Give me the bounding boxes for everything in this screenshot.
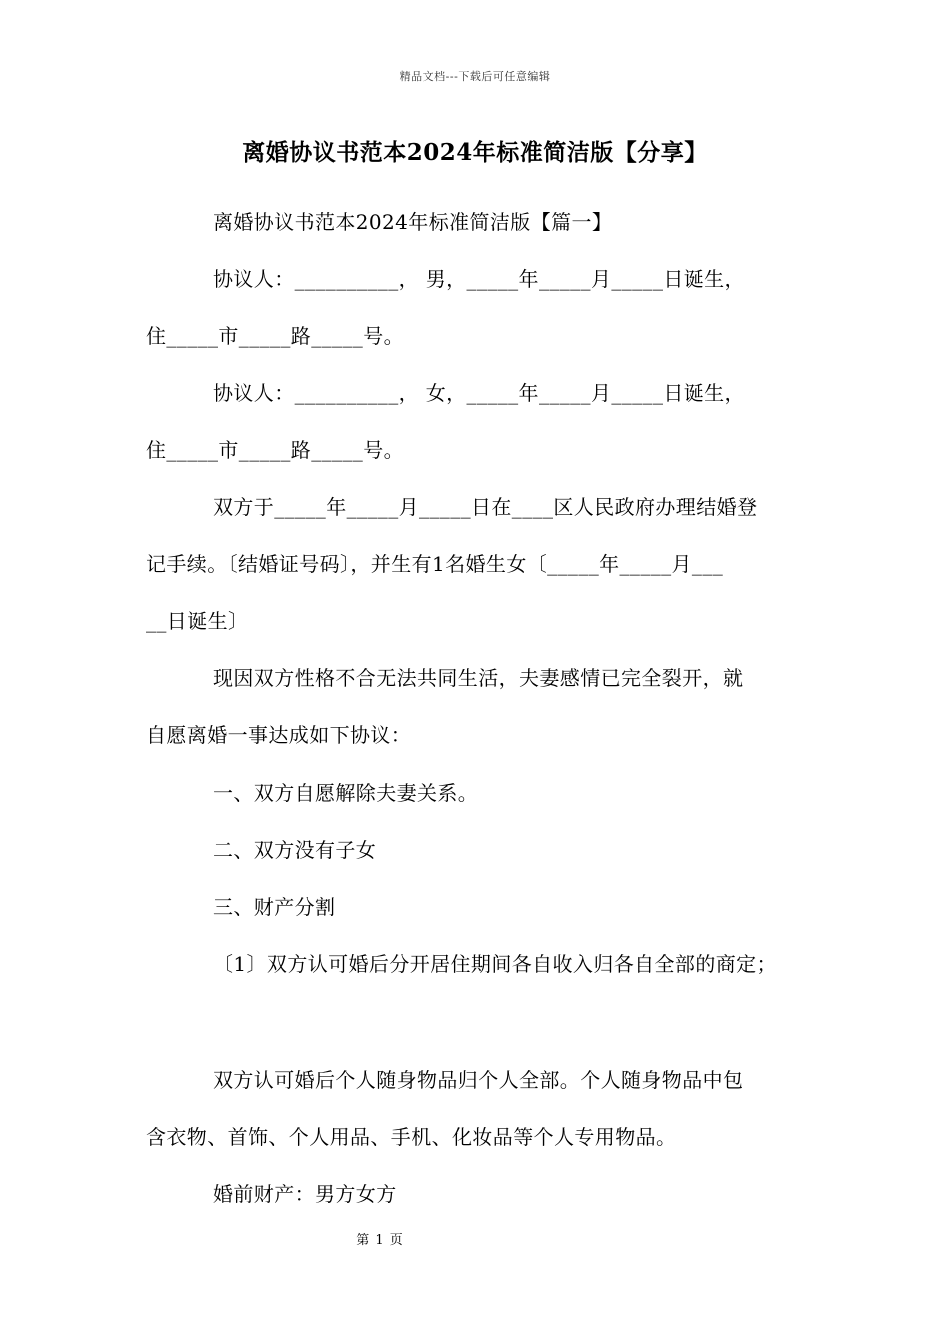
- marriage-line-2: 记手续。〔结婚证号码〕，并生有1名婚生女〔_____年_____月___: [146, 552, 724, 576]
- reason-line-2: 自愿离婚一事达成如下协议：: [146, 723, 412, 747]
- clause-1: 一、双方自愿解除夫妻关系。: [213, 781, 479, 805]
- clause-3: 三、财产分割: [213, 895, 336, 919]
- marriage-line-3: __日诞生〕: [146, 609, 249, 633]
- personal-items-line-1: 双方认可婚后个人随身物品归个人全部。个人随身物品中包: [213, 1068, 744, 1092]
- page-number: 第 1 页: [356, 1233, 404, 1248]
- page-header: 精品文档---下载后可任意编辑: [399, 70, 551, 83]
- clause-2: 二、双方没有子女: [213, 838, 377, 862]
- clause-3-item-1: 〔1〕双方认可婚后分开居住期间各自收入归各自全部的商定；: [213, 952, 777, 976]
- party-male-line-1: 协议人：__________， 男，_____年_____月_____日诞生，: [213, 267, 745, 291]
- marriage-line-1: 双方于_____年_____月_____日在____区人民政府办理结婚登: [213, 495, 758, 519]
- party-female-line-2: 住_____市_____路_____号。: [146, 438, 404, 462]
- reason-line-1: 现因双方性格不合无法共同生活，夫妻感情已完全裂开，就: [213, 666, 744, 690]
- section-heading: 离婚协议书范本2024年标准简洁版【篇一】: [213, 210, 613, 234]
- party-female-line-1: 协议人：__________， 女，_____年_____月_____日诞生，: [213, 381, 745, 405]
- premarital-property: 婚前财产：男方女方: [213, 1182, 397, 1206]
- document-title: 离婚协议书范本2024年标准简洁版【分享】: [242, 139, 708, 166]
- personal-items-line-2: 含衣物、首饰、个人用品、手机、化妆品等个人专用物品。: [146, 1125, 677, 1149]
- party-male-line-2: 住_____市_____路_____号。: [146, 324, 404, 348]
